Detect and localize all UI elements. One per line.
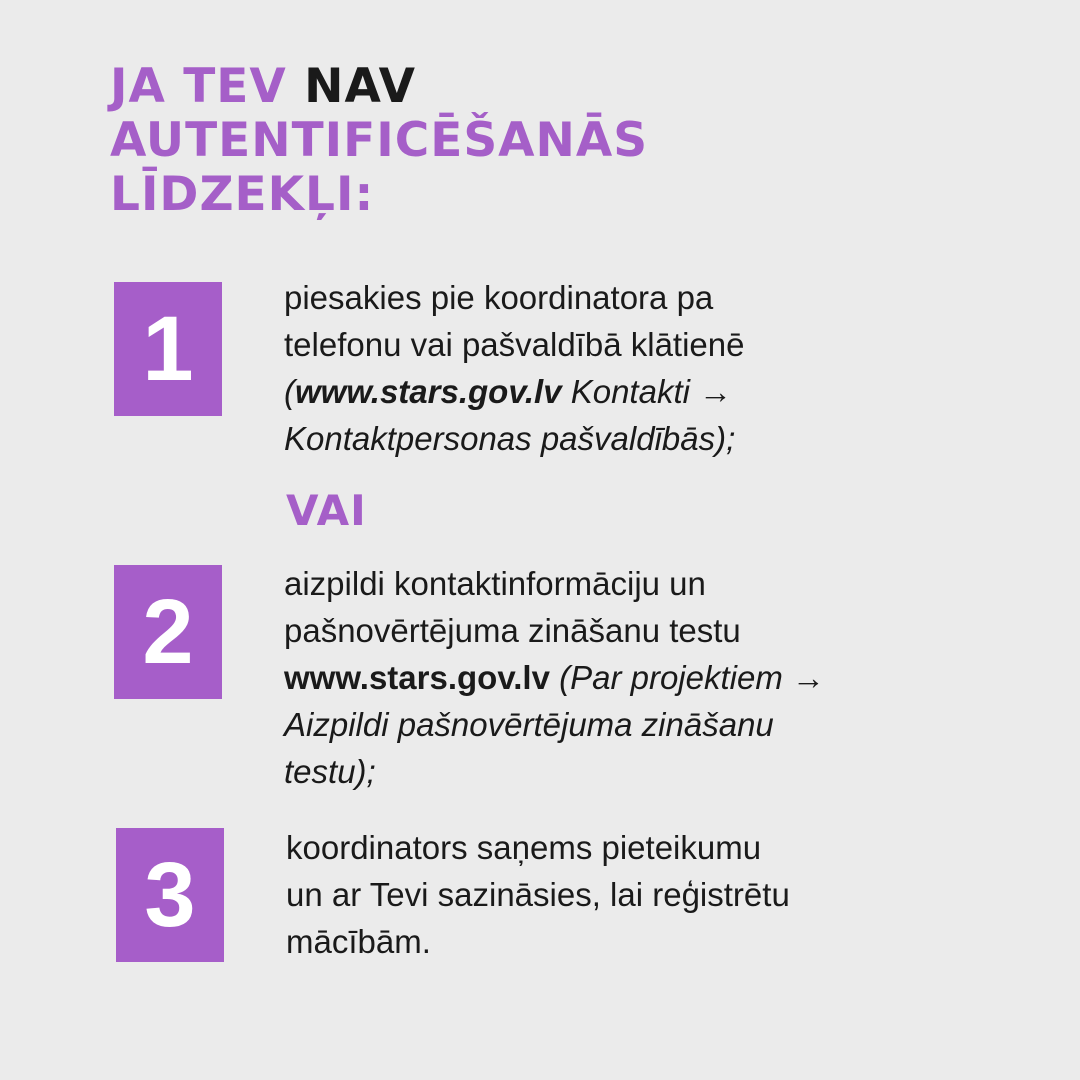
step-2-line-1: aizpildi kontaktinformāciju un <box>284 565 706 602</box>
step-2-line-2: pašnovērtējuma zināšanu testu <box>284 612 741 649</box>
step-1-path-2: Kontaktpersonas pašvaldībās); <box>284 420 736 457</box>
step-2-text <box>284 560 1004 795</box>
step-3-line-3: mācībām. <box>286 923 431 960</box>
step-2-line-3 <box>284 654 1004 701</box>
step-2-path-1: (Par projektiem → <box>549 659 825 696</box>
step-1-text <box>284 274 984 462</box>
separator-or: VAI <box>286 486 367 535</box>
heading-line-1 <box>110 60 648 114</box>
step-2-path-2: Aizpildi pašnovērtējuma zināšanu <box>284 706 774 743</box>
step-1-line-2: telefonu vai pašvaldībā klātienē <box>284 326 745 363</box>
step-3-text <box>286 824 986 965</box>
heading-line-2: AUTENTIFICĒŠANĀS <box>110 113 649 168</box>
step-2-number-badge: 2 <box>114 565 222 699</box>
heading-text-purple: JA TEV <box>110 59 305 114</box>
step-1-path-1: Kontakti → <box>561 373 733 410</box>
heading-text-dark: NAV <box>304 59 417 114</box>
step-1-line-1: piesakies pie koordinatora pa <box>284 279 714 316</box>
step-3-line-2: un ar Tevi sazināsies, lai reģistrētu <box>286 876 790 913</box>
step-3-line-1: koordinators saņems pieteikumu <box>286 829 762 866</box>
page-heading <box>110 60 648 222</box>
step-2-url: www.stars.gov.lv <box>284 659 550 696</box>
step-1-number-badge: 1 <box>114 282 222 416</box>
step-1-paren: ( <box>284 373 295 410</box>
step-2-path-3: testu); <box>284 753 376 790</box>
step-3-number-badge: 3 <box>116 828 224 962</box>
heading-line-3: LĪDZEKĻI: <box>110 167 375 222</box>
step-1-url: www.stars.gov.lv <box>295 373 562 410</box>
step-1-line-3 <box>284 368 984 415</box>
